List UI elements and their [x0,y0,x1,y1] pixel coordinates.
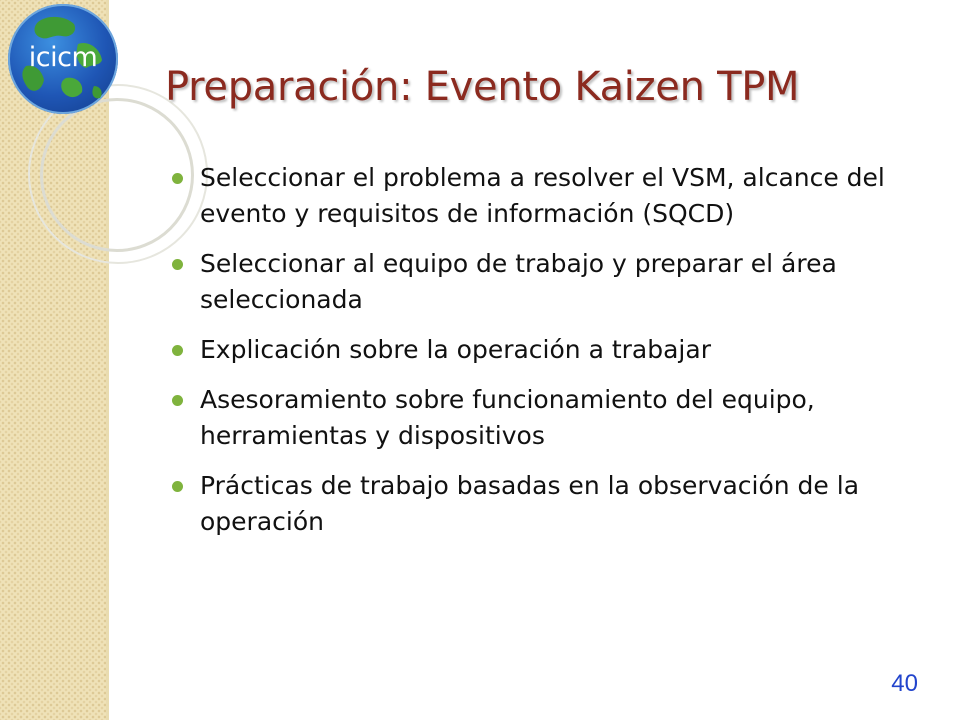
bullet-text: Prácticas de trabajo basadas en la observación de la operación [200,471,860,536]
bullet-text: Seleccionar el problema a resolver el VSM, alcance del evento y requisitos de información (SQCD) [200,163,885,228]
bullet-text: Explicación sobre la operación a trabajar [200,335,711,364]
bullet-dot-icon [172,259,183,270]
bullet-item [172,160,912,232]
bullet-item [172,382,912,454]
bullet-dot-icon [172,395,183,406]
logo-text: icicm [28,42,98,73]
bullet-item [172,332,912,368]
slide-title: Preparación: Evento Kaizen TPM [165,64,800,110]
bullet-dot-icon [172,481,183,492]
decorative-arc-inner [40,98,194,252]
bullet-dot-icon [172,345,183,356]
page-number: 40 [891,670,918,697]
bullet-item [172,246,912,318]
globe-icon [8,4,118,114]
bullet-list [172,160,912,554]
bullet-text: Asesoramiento sobre funcionamiento del equipo, herramientas y dispositivos [200,385,815,450]
bullet-dot-icon [172,173,183,184]
bullet-text: Seleccionar al equipo de trabajo y preparar el área seleccionada [200,249,837,314]
bullet-item [172,468,912,540]
